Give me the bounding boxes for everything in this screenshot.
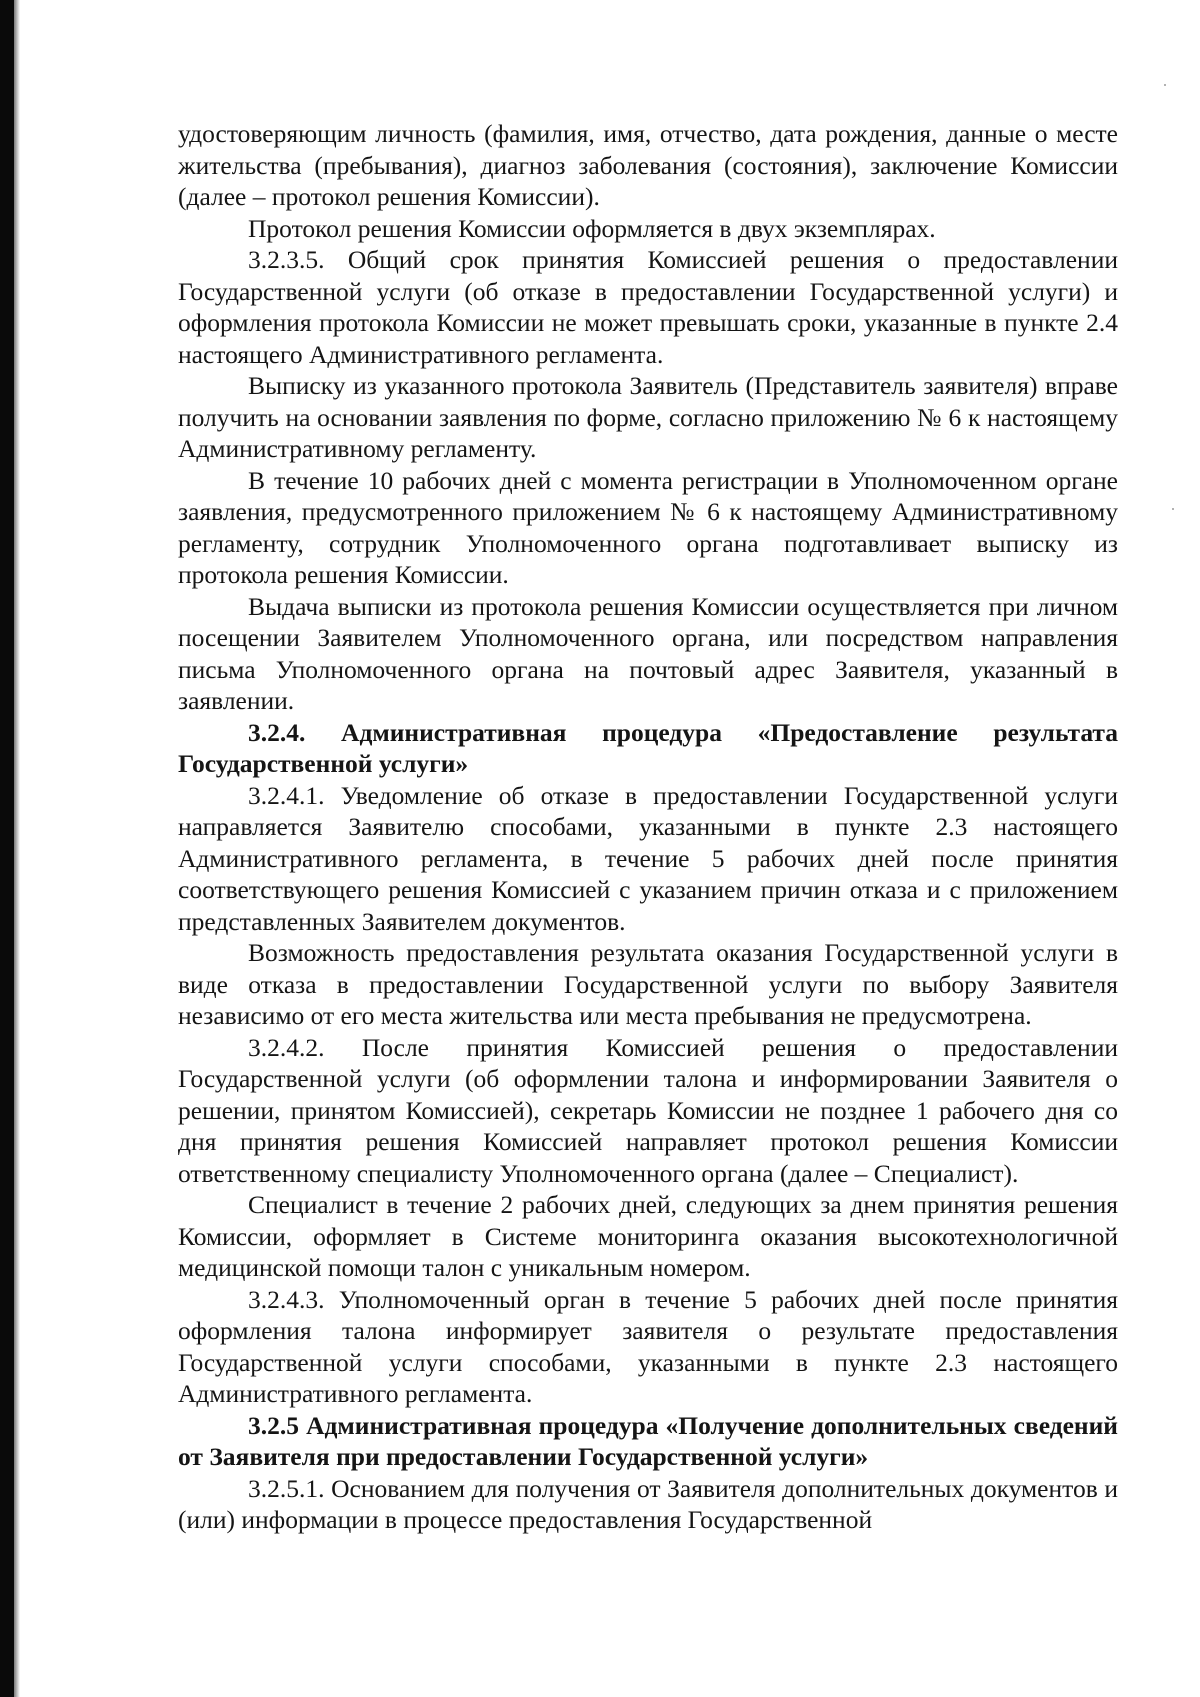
paragraph-refusal-choice: Возможность предоставления результата оказания Государственной услуги в виде отказа в предоставлении Государственной услуги по выбору Заявителя независимо от его места жительства или места пребывания не предусмотрена. bbox=[178, 938, 1118, 1030]
document-page bbox=[178, 118, 1118, 1536]
paragraph-specialist: Специалист в течение 2 рабочих дней, следующих за днем принятия решения Комиссии, оформляет в Системе мониторинга оказания высокотехнологичной медицинской помощи талон с уникальным номером. bbox=[178, 1190, 1118, 1282]
scan-speck bbox=[1164, 84, 1166, 86]
paragraph-3-2-3-5: 3.2.3.5. Общий срок принятия Комиссией решения о предоставлении Государственной услуги (об отказе в предоставлении Государственной услуги) и оформления протокола Комиссии не может превышать сроки, указанные в пункте 2.4 настоящего Административного регламента. bbox=[178, 245, 1118, 369]
paragraph-3-2-4-3: 3.2.4.3. Уполномоченный орган в течение 5 рабочих дней после принятия оформления талона информирует заявителя о результате предоставления Государственной услуги способами, указанными в пункте 2.3 настоящего Административного регламента. bbox=[178, 1284, 1118, 1408]
paragraph-ten-days: В течение 10 рабочих дней с момента регистрации в Уполномоченном органе заявления, предусмотренного приложением № 6 к настоящему Административному регламенту, сотрудник Уполномоченного органа подготавливает выписку из протокола решения Комиссии. bbox=[178, 465, 1118, 589]
scan-edge-shadow bbox=[14, 0, 20, 1697]
paragraph-3-2-4-1: 3.2.4.1. Уведомление об отказе в предоставлении Государственной услуги направляется Заявителю способами, указанными в пункте 2.3 настоящего Административного регламента, в течение 5 рабочих дней после принятия соответствующего решения Комиссией с указанием причин отказа и с приложением представленных Заявителем документов. bbox=[178, 780, 1118, 936]
paragraph-3-2-5-1: 3.2.5.1. Основанием для получения от Заявителя дополнительных документов и (или) информации в процессе предоставления Государственной bbox=[178, 1473, 1118, 1534]
section-heading-3-2-4: 3.2.4. Административная процедура «Предоставление результата Государственной услуги» bbox=[178, 717, 1118, 778]
section-heading-3-2-5: 3.2.5 Административная процедура «Получение дополнительных сведений от Заявителя при предоставлении Государственной услуги» bbox=[178, 1410, 1118, 1471]
paragraph-3-2-4-2: 3.2.4.2. После принятия Комиссией решения о предоставлении Государственной услуги (об оформлении талона и информировании Заявителя о решении, принятом Комиссией), секретарь Комиссии не позднее 1 рабочего дня со дня принятия решения Комиссией направляет протокол решения Комиссии ответственному специалисту Уполномоченного органа (далее – Специалист). bbox=[178, 1032, 1118, 1188]
scan-speck bbox=[1172, 508, 1174, 510]
scan-edge bbox=[0, 0, 14, 1697]
paragraph-extract-right: Выписку из указанного протокола Заявитель (Представитель заявителя) вправе получить на основании заявления по форме, согласно приложению № 6 к настоящему Административному регламенту. bbox=[178, 371, 1118, 463]
paragraph-protocol-copies: Протокол решения Комиссии оформляется в двух экземплярах. bbox=[248, 213, 936, 243]
paragraph-continuation: удостоверяющим личность (фамилия, имя, отчество, дата рождения, данные о месте жительства (пребывания), диагноз заболевания (состояния), заключение Комиссии (далее – протокол решения Комиссии). bbox=[178, 119, 1118, 211]
paragraph-extract-issue: Выдача выписки из протокола решения Комиссии осуществляется при личном посещении Заявителем Уполномоченного органа, или посредством направления письма Уполномоченного органа на почтовый адрес Заявителя, указанный в заявлении. bbox=[178, 591, 1118, 715]
